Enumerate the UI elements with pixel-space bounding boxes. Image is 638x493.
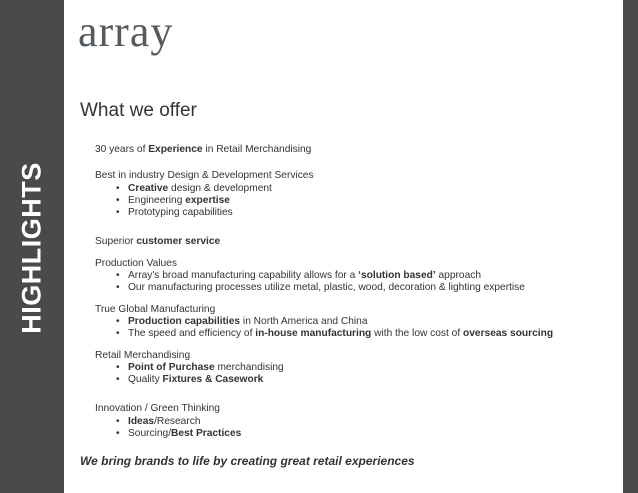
- list-item: [128, 282, 615, 294]
- text-span: The speed and efficiency of: [128, 328, 256, 340]
- retail-title: Retail Merchandising: [95, 349, 191, 361]
- retail-bullets: [95, 362, 615, 387]
- text-span: Array's broad manufacturing capability allows for a: [128, 270, 359, 282]
- innovation-item: [95, 403, 615, 440]
- text-span: Superior: [95, 236, 137, 248]
- global-bullets: [95, 316, 615, 341]
- list-item: [128, 428, 615, 440]
- offer-list: [95, 144, 615, 440]
- production-item: [95, 258, 615, 295]
- text-span: in North America and China: [240, 315, 368, 327]
- left-sidebar: [0, 0, 64, 493]
- production-bullets: [95, 270, 615, 295]
- text-bold: Production capabilities: [128, 315, 241, 327]
- text-bold: Point of Purchase: [128, 361, 215, 373]
- text-span: /Research: [154, 415, 201, 427]
- innovation-bullets: [95, 416, 615, 441]
- experience-text: [95, 144, 615, 156]
- design-title: Best in industry Design & Development Services: [95, 170, 314, 182]
- design-item: [95, 170, 615, 219]
- experience-item: [95, 144, 615, 156]
- array-logo: array: [78, 7, 174, 56]
- list-item: [128, 316, 615, 328]
- list-item: [128, 374, 615, 386]
- global-title: True Global Manufacturing: [95, 303, 216, 315]
- production-title: Production Values: [95, 257, 177, 269]
- retail-item: [95, 350, 615, 387]
- text-bold: Ideas: [128, 415, 155, 427]
- text-span: in Retail Merchandising: [202, 144, 312, 155]
- text-span: 30 years of: [95, 144, 149, 155]
- text-span: Engineering: [128, 194, 186, 206]
- list-item: [128, 207, 615, 219]
- highlights-title: HIGHLIGHTS: [16, 162, 47, 334]
- text-bold: in-house manufacturing: [255, 328, 372, 340]
- text-span: Sourcing/: [128, 428, 172, 440]
- list-item: [128, 362, 615, 374]
- tagline: We bring brands to life by creating great retail experiences: [80, 454, 415, 468]
- list-item: [128, 416, 615, 428]
- text-span: merchandising: [214, 361, 284, 373]
- list-item: [128, 270, 615, 282]
- text-bold: Experience: [148, 144, 203, 155]
- text-span: Quality: [128, 374, 163, 386]
- list-item: [128, 183, 615, 195]
- text-span: with the low cost of: [371, 328, 464, 340]
- service-item: [95, 236, 615, 248]
- text-bold: ‘solution based’: [358, 270, 436, 282]
- text-bold: customer service: [136, 236, 221, 248]
- text-bold: Creative: [128, 182, 169, 194]
- design-bullets: [95, 183, 615, 220]
- text-span: approach: [435, 270, 481, 282]
- text-bold: expertise: [185, 194, 230, 206]
- list-item: [128, 328, 615, 340]
- text-bold: overseas sourcing: [463, 328, 554, 340]
- text-span: Our manufacturing processes utilize metal, plastic, wood, decoration & lighting expertise: [128, 282, 525, 294]
- global-item: [95, 304, 615, 341]
- right-sidebar: [623, 0, 638, 493]
- page-heading: What we offer: [80, 100, 197, 121]
- list-item: [128, 195, 615, 207]
- innovation-title: Innovation / Green Thinking: [95, 403, 220, 415]
- text-span: design & development: [168, 182, 272, 194]
- text-bold: Fixtures & Casework: [162, 374, 264, 386]
- text-span: Prototyping capabilities: [128, 207, 233, 219]
- text-bold: Best Practices: [171, 428, 242, 440]
- service-text: [95, 236, 615, 248]
